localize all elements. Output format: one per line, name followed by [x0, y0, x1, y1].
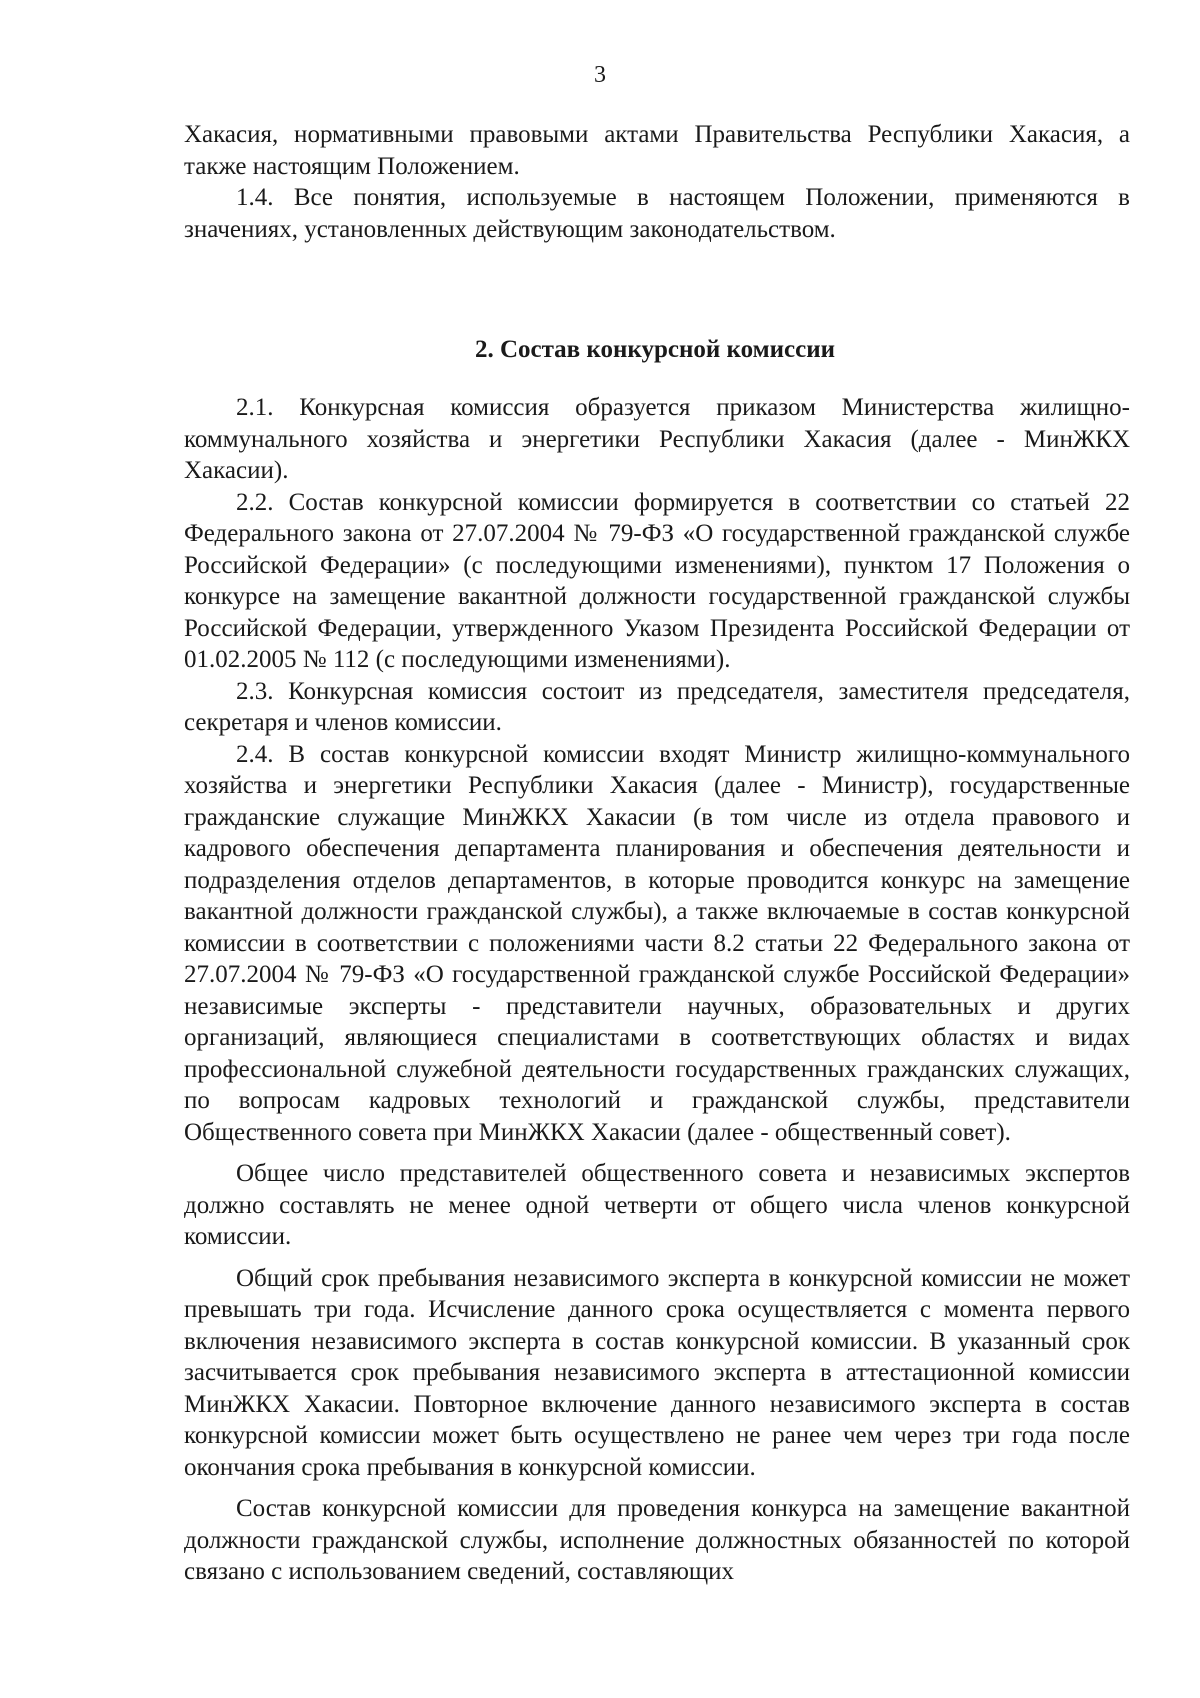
paragraph-2-4: 2.4. В состав конкурсной комиссии входят Министр жилищно-коммунального хозяйства и энергетики Республики Хакасия (далее - Министр), государственные гражданские служащие МинЖКХ Хакасии (в том числе из отдела правового и кадрового обеспечения департамента планирования и обеспечения деятельности и подразделения отделов департаментов, в которые проводится конкурс на замещение вакантной должности гражданской службы), а также включаемые в состав конкурсной комиссии в соответствии с положениями части 8.2 статьи 22 Федерального закона от 27.07.2004 № 79-ФЗ «О государственной гражданской службе Российской Федерации» независимые эксперты - представители научных, образовательных и других организаций, являющиеся специалистами в соответствующих областях и видах профессиональной служебной деятельности государственных гражданских служащих, по вопросам кадровых технологий и гражданской службы, представители Общественного совета при МинЖКХ Хакасии (далее - общественный совет).	[184, 740, 1130, 1146]
paragraph-continuation: Хакасия, нормативными правовыми актами Правительства Республики Хакасия, а также настоящим Положением.	[184, 121, 1130, 180]
paragraph-quarter: Общее число представителей общественного совета и независимых экспертов должно составлять не менее одной четверти от общего числа членов конкурсной комиссии.	[184, 1160, 1130, 1250]
paragraph-2-3: 2.3. Конкурсная комиссия состоит из председателя, заместителя председателя, секретаря и членов комиссии.	[184, 677, 1130, 736]
section-2-body	[184, 392, 1130, 1588]
paragraph-secret: Состав конкурсной комиссии для проведения конкурса на замещение вакантной должности гражданской службы, исполнение должностных обязанностей по которой связано с использованием сведений, составляющих	[184, 1495, 1130, 1585]
paragraph-2-1: 2.1. Конкурсная комиссия образуется приказом Министерства жилищно-коммунального хозяйства и энергетики Республики Хакасия (далее - МинЖКХ Хакасии).	[184, 394, 1130, 484]
paragraph-2-2: 2.2. Состав конкурсной комиссии формируется в соответствии со статьей 22 Федерального закона от 27.07.2004 № 79-ФЗ «О государственной гражданской службе Российской Федерации» (с последующими изменениями), пунктом 17 Положения о конкурсе на замещение вакантной должности государственной гражданской службы Российской Федерации, утвержденного Указом Президента Российской Федерации от 01.02.2005 № 112 (с последующими изменениями).	[184, 488, 1130, 673]
paragraph-term: Общий срок пребывания независимого эксперта в конкурсной комиссии не может превышать три года. Исчисление данного срока осуществляется с момента первого включения независимого эксперта в состав конкурсной комиссии. В указанный срок засчитывается срок пребывания независимого эксперта в аттестационной комиссии МинЖКХ Хакасии. Повторное включение данного независимого эксперта в состав конкурсной комиссии может быть осуществлено не ранее чем через три года после окончания срока пребывания в конкурсной комиссии.	[184, 1264, 1130, 1481]
intro-block	[184, 119, 1130, 245]
page-number: 3	[594, 62, 606, 88]
paragraph-1-4: 1.4. Все понятия, используемые в настоящем Положении, применяются в значениях, установленных действующим законодательством.	[184, 184, 1130, 243]
section-heading: 2. Состав конкурсной комиссии	[474, 336, 836, 363]
